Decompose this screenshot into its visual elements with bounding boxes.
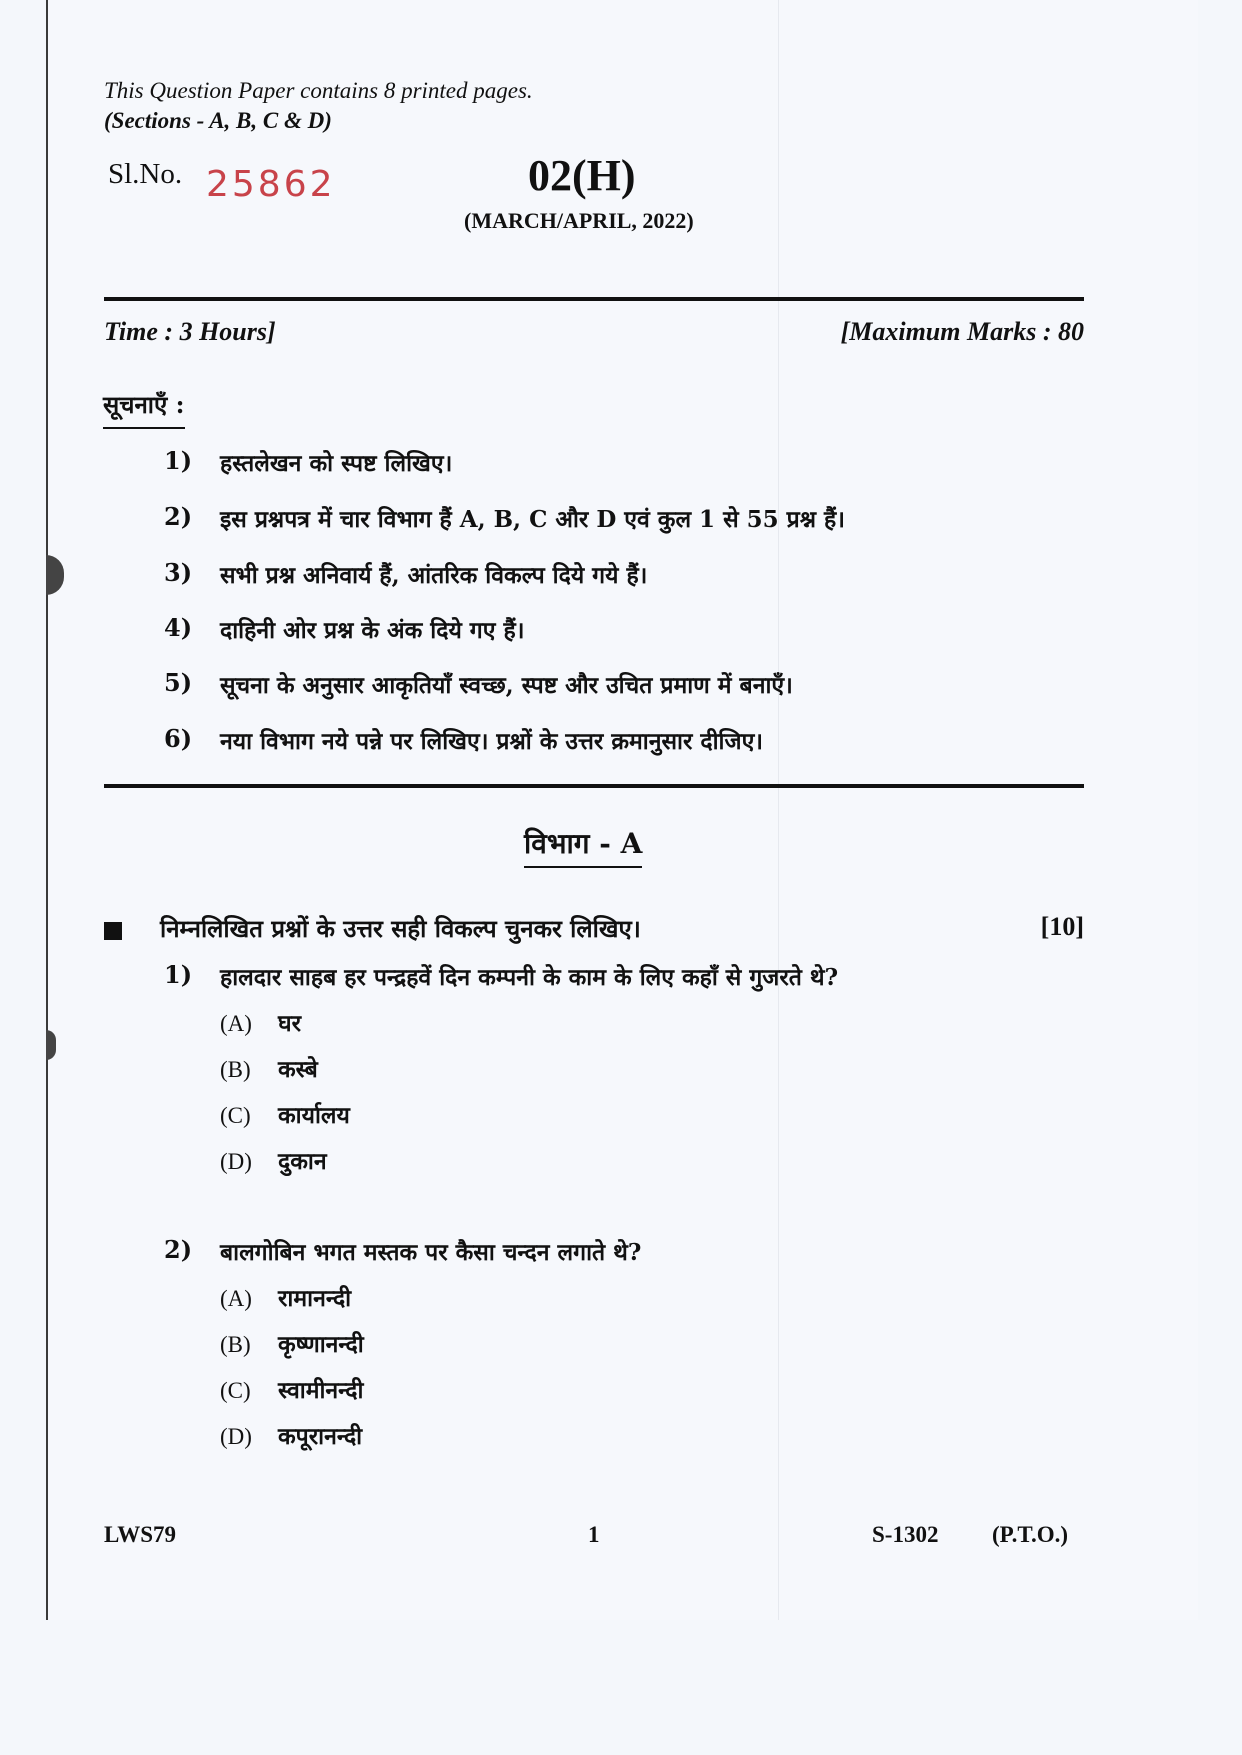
option-a [220, 1006, 301, 1038]
option-label: (A) [220, 1011, 252, 1036]
option-label: (B) [220, 1057, 251, 1082]
instruction-text: नया विभाग नये पन्ने पर लिखिए। प्रश्नों के उत्तर क्रमानुसार दीजिए। [220, 728, 764, 755]
pto-note: (P.T.O.) [992, 1522, 1069, 1547]
footer-code: LWS79 [104, 1522, 177, 1547]
option-text: स्वामीनन्दी [278, 1377, 364, 1404]
question-text: बालगोबिन भगत मस्तक पर कैसा चन्दन लगाते थे? [220, 1239, 642, 1266]
instructions-heading: सूचनाएँ : [103, 388, 185, 429]
bullet-square-icon [104, 922, 122, 940]
instruction-text: सूचना के अनुसार आकृतियाँ स्वच्छ, स्पष्ट और उचित प्रमाण में बनाएँ। [220, 672, 793, 699]
instruction-number: 5) [164, 668, 193, 697]
instructions-rule [104, 784, 1084, 788]
option-label: (C) [220, 1103, 251, 1128]
option-text: कस्बे [278, 1056, 318, 1083]
option-label: (A) [220, 1286, 252, 1311]
option-b [220, 1052, 318, 1084]
punch-hole-bottom [46, 1030, 56, 1060]
option-d [220, 1144, 327, 1176]
sections-note: (Sections - A, B, C & D) [104, 108, 332, 133]
instruction-text: हस्तलेखन को स्पष्ट लिखिए। [220, 450, 453, 477]
option-text: दुकान [278, 1148, 327, 1175]
instruction-text: इस प्रश्नपत्र में चार विभाग हैं A, B, C और D एवं कुल 1 से 55 प्रश्न हैं। [220, 506, 845, 533]
option-text: कृष्णानन्दी [278, 1331, 364, 1358]
instruction-number: 3) [164, 558, 193, 587]
option-a [220, 1281, 351, 1313]
section-title: विभाग - A [524, 824, 642, 868]
serial-number: 25862 [206, 164, 336, 205]
time-allowed: Time : 3 Hours] [104, 317, 276, 346]
section-directive: निम्नलिखित प्रश्नों के उत्तर सही विकल्प चुनकर लिखिए। [160, 914, 641, 943]
option-c [220, 1098, 350, 1130]
punch-hole-top [46, 555, 64, 595]
header-rule [104, 297, 1084, 301]
option-text: कार्यालय [278, 1102, 350, 1129]
question-number: 1) [164, 960, 193, 989]
instruction-number: 1) [164, 446, 193, 475]
option-b [220, 1327, 364, 1359]
option-label: (B) [220, 1332, 251, 1357]
serial-label: Sl.No. [108, 158, 183, 190]
question-text: हालदार साहब हर पन्द्रहवें दिन कम्पनी के काम के लिए कहाँ से गुजरते थे? [220, 964, 839, 991]
option-label: (D) [220, 1424, 252, 1449]
instruction-text: सभी प्रश्न अनिवार्य हैं, आंतरिक विकल्प दिये गये हैं। [220, 562, 648, 589]
question-number: 2) [164, 1235, 193, 1264]
maximum-marks: [Maximum Marks : 80 [840, 317, 1084, 346]
option-c [220, 1373, 363, 1405]
instruction-number: 6) [164, 724, 193, 753]
option-text: कपूरानन्दी [278, 1423, 363, 1450]
paper-code: 02(H) [528, 151, 636, 200]
exam-session: (MARCH/APRIL, 2022) [464, 208, 694, 233]
instruction-number: 2) [164, 502, 193, 531]
section-marks: [10] [1040, 912, 1084, 941]
option-text: रामानन्दी [278, 1285, 352, 1312]
series-code: S-1302 [872, 1522, 939, 1547]
option-label: (C) [220, 1378, 251, 1403]
instruction-number: 4) [164, 613, 193, 642]
option-d [220, 1419, 362, 1451]
pages-note: This Question Paper contains 8 printed pages. [104, 78, 533, 103]
paper-fold-line [778, 0, 779, 1620]
instruction-text: दाहिनी ओर प्रश्न के अंक दिये गए हैं। [220, 617, 525, 644]
option-label: (D) [220, 1149, 252, 1174]
page-number: 1 [588, 1522, 600, 1547]
question-paper-sheet [46, 0, 1198, 1620]
option-text: घर [278, 1010, 301, 1037]
